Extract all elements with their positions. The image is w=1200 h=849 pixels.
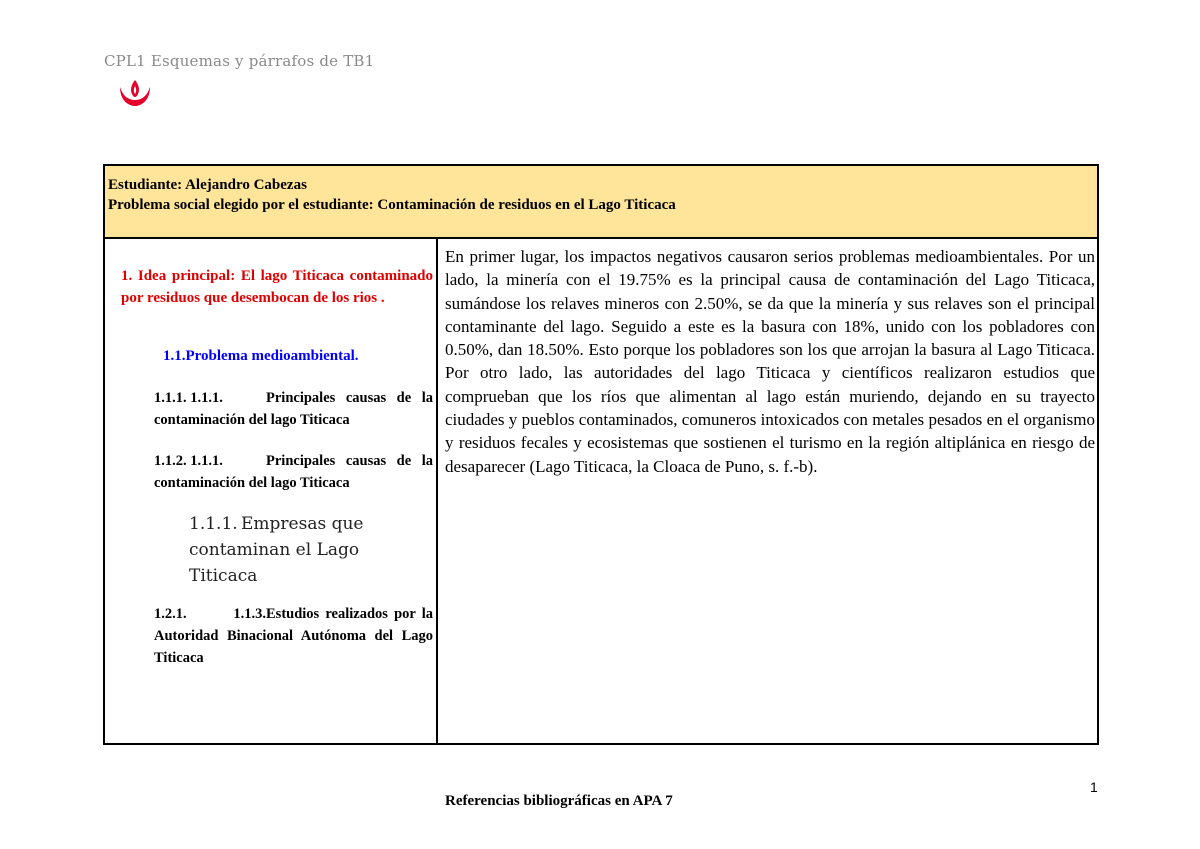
student-name: Estudiante: Alejandro Cabezas <box>108 177 307 193</box>
outline-table <box>103 164 1099 809</box>
sub-heading: 1.1.Problema medioambiental. <box>163 348 359 364</box>
outline-item <box>154 603 433 669</box>
outline-item-text: Estudios realizados por la Autoridad Binacional Autónoma del Lago Titicaca <box>154 606 433 666</box>
outline-item <box>154 450 433 494</box>
outline-item <box>154 387 433 431</box>
main-idea: 1. Idea principal: El lago Titicaca contaminado por residuos que desembocan de los rios . <box>121 268 433 306</box>
paragraph-column <box>438 239 1097 809</box>
outline-item-number: 1.2.1. 1.1.3. <box>154 606 266 622</box>
outline-item <box>189 511 429 589</box>
social-problem: Problema social elegido por el estudiante: Contaminación de residuos en el Lago Titicaca <box>108 197 676 213</box>
paragraph-text: En primer lugar, los impactos negativos causaron serios problemas medioambientales. Por un lado, la minería con el 19.75% es la principal causa de contaminación del Lago Titicaca, sumándose los relaves mineros con 2.50%, se da que la minería y sus relaves son el principal contaminante del lago. Seguido a este es la basura con 18%, unido con los pobladores con 0.50%, dan 18.50%. Esto porque los pobladores son los que arrojan la basura al Lago Titicaca. Por otro lado, las autoridades del lago Titicaca y científicos realizaron estudios que comprueban que los ríos que alimentan al lago están muriendo, dejando en su trayecto ciudades y pueblos contaminados, comuneros intoxicados con metales pesados en el organismo y residuos fecales y ecosistemas que sostienen el turismo en la región altiplánica en riesgo de desaparecer (Lago Titicaca, la Cloaca de Puno, s. f.-b). <box>445 247 1095 476</box>
outline-item-text: Principales causas de la contaminación del lago Titicaca <box>154 453 433 491</box>
page-number: 1 <box>1090 779 1098 795</box>
outline-item-text: Principales causas de la contaminación del lago Titicaca <box>154 390 433 428</box>
document-header-title: CPL1 Esquemas y párrafos de TB1 <box>104 52 375 70</box>
outline-item-text: Empresas que contaminan el Lago Titicaca <box>189 514 364 586</box>
table-header-row <box>105 166 1097 239</box>
outline-item-number: 1.1.2. 1.1.1. <box>154 453 223 469</box>
outline-item-number: 1.1.1. 1.1.1. <box>154 390 223 406</box>
references-label: Referencias bibliográficas en APA 7 <box>445 793 673 809</box>
outline-item-number: 1.1.1. <box>189 514 238 534</box>
university-logo-icon <box>117 78 153 108</box>
outline-column <box>105 239 438 743</box>
